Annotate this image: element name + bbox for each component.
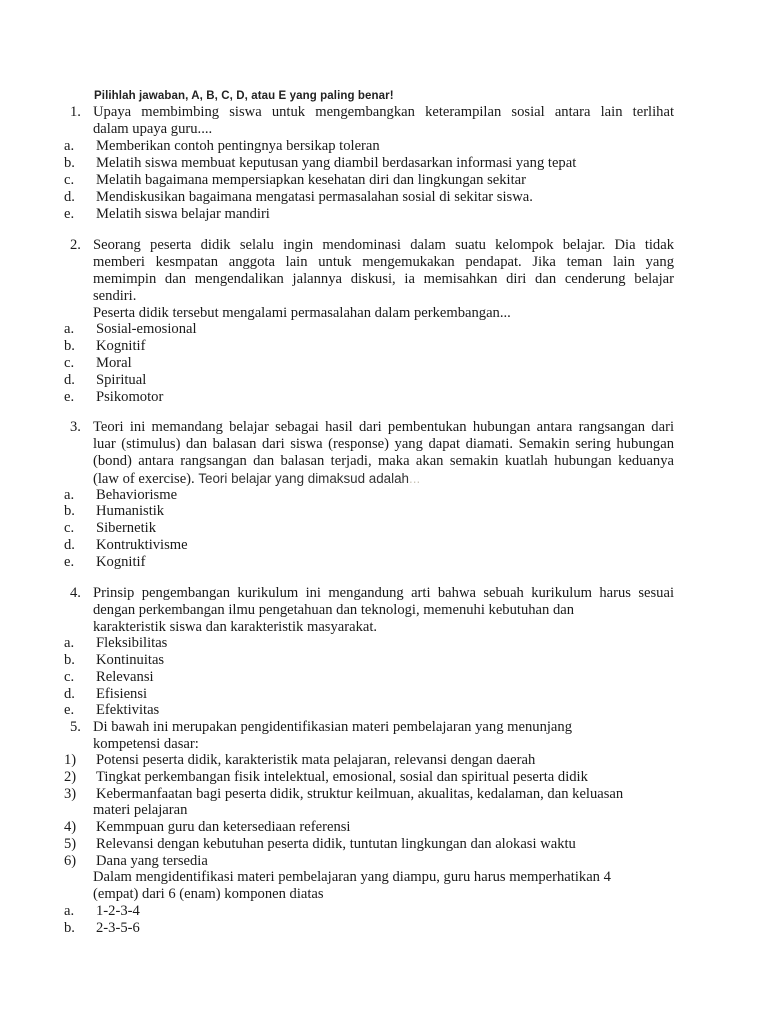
question-text-last-line: [93, 470, 420, 488]
option-letter: c.: [64, 669, 75, 685]
option-text: Mendiskusikan bagaimana mengatasi permasalahan sosial di sekitar siswa.: [96, 189, 533, 205]
question-text: (empat) dari 6 (enam) komponen diatas: [93, 886, 324, 902]
option-text: Fleksibilitas: [96, 635, 168, 651]
item-text: Kemmpuan guru dan ketersediaan referensi: [96, 819, 351, 835]
question-number: 4.: [70, 585, 81, 601]
instruction-heading: Pilihlah jawaban, A, B, C, D, atau E yang paling benar!: [94, 90, 394, 102]
option-letter: b.: [64, 338, 75, 354]
option-letter: b.: [64, 652, 75, 668]
question-number: 1.: [70, 104, 81, 120]
option-letter: e.: [64, 702, 75, 718]
option-text: Moral: [96, 355, 132, 371]
option-letter: d.: [64, 686, 75, 702]
option-text: Psikomotor: [96, 389, 164, 405]
question-text: Peserta didik tersebut mengalami permasalahan dalam perkembangan...: [93, 305, 511, 321]
option-text: 1-2-3-4: [96, 903, 140, 919]
item-number: 6): [64, 853, 77, 869]
option-text: Melatih bagaimana mempersiapkan kesehatan diri dan lingkungan sekitar: [96, 172, 526, 188]
option-text: Kognitif: [96, 338, 146, 354]
option-text: Kontruktivisme: [96, 537, 188, 553]
question-number: 2.: [70, 237, 81, 253]
option-text: Sosial-emosional: [96, 321, 197, 337]
question-text: sendiri.: [93, 288, 137, 304]
item-text: Relevansi dengan kebutuhan peserta didik, tuntutan lingkungan dan alokasi waktu: [96, 836, 576, 852]
option-text: Spiritual: [96, 372, 147, 388]
option-letter: a.: [64, 487, 75, 503]
option-text: Kontinuitas: [96, 652, 165, 668]
option-text: Efektivitas: [96, 702, 160, 718]
ellipsis: ...: [409, 471, 421, 486]
option-letter: d.: [64, 189, 75, 205]
item-text: Dana yang tersedia: [96, 853, 208, 869]
option-text: Behaviorisme: [96, 487, 178, 503]
item-number: 5): [64, 836, 77, 852]
item-text: Tingkat perkembangan fisik intelektual, emosional, sosial dan spiritual peserta didik: [96, 769, 588, 785]
option-letter: b.: [64, 155, 75, 171]
option-letter: a.: [64, 635, 75, 651]
item-text: Potensi peserta didik, karakteristik mata pelajaran, relevansi dengan daerah: [96, 752, 536, 768]
option-letter: a.: [64, 903, 75, 919]
question-text: Upaya membimbing siswa untuk mengembangkan keterampilan sosial antara lain terlihat: [93, 104, 674, 120]
question-text: (bond) antara rangsangan dan balasan terjadi, maka akan semakin kuatlah hubungan keduanya: [93, 453, 674, 469]
option-letter: a.: [64, 321, 75, 337]
item-number: 2): [64, 769, 77, 785]
option-text: Melatih siswa belajar mandiri: [96, 206, 270, 222]
item-text: Kebermanfaatan bagi peserta didik, struktur keilmuan, akualitas, kedalaman, dan keluasan: [96, 786, 624, 802]
option-letter: c.: [64, 520, 75, 536]
question-text: Di bawah ini merupakan pengidentifikasian materi pembelajaran yang menunjang: [93, 719, 572, 735]
question-text: dalam upaya guru....: [93, 121, 213, 137]
option-letter: c.: [64, 172, 75, 188]
option-text: Melatih siswa membuat keputusan yang diambil berdasarkan informasi yang tepat: [96, 155, 577, 171]
item-text-continued: materi pelajaran: [93, 802, 188, 818]
option-letter: e.: [64, 554, 75, 570]
option-text: Efisiensi: [96, 686, 148, 702]
question-prompt: Teori belajar yang dimaksud adalah: [198, 471, 410, 486]
question-text: Prinsip pengembangan kurikulum ini mengandung arti bahwa sebuah kurikulum harus sesuai: [93, 585, 674, 601]
question-text: memimpin dan mengendalikan jalannya diskusi, ia memisahkan diri dan cenderung belajar: [93, 271, 674, 287]
option-text: Kognitif: [96, 554, 146, 570]
question-text: Seorang peserta didik selalu ingin mendominasi dalam suatu kelompok belajar. Dia tidak: [93, 237, 674, 253]
question-text: (law of exercise).: [93, 471, 199, 487]
question-text: Teori ini memandang belajar sebagai hasil dari pembentukan hubungan antara rangsangan dari: [93, 419, 674, 435]
question-number: 5.: [70, 719, 81, 735]
option-letter: d.: [64, 372, 75, 388]
item-number: 4): [64, 819, 77, 835]
question-number: 3.: [70, 419, 81, 435]
option-text: Memberikan contoh pentingnya bersikap toleran: [96, 138, 380, 154]
option-letter: a.: [64, 138, 75, 154]
option-letter: c.: [64, 355, 75, 371]
option-letter: e.: [64, 206, 75, 222]
option-text: Sibernetik: [96, 520, 156, 536]
question-text: karakteristik siswa dan karakteristik masyarakat.: [93, 619, 378, 635]
option-letter: b.: [64, 503, 75, 519]
question-text: Dalam mengidentifikasi materi pembelajaran yang diampu, guru harus memperhatikan 4: [93, 869, 611, 885]
question-text: memberi kesmpatan anggota lain untuk mengemukakan pendapat. Jika teman lain yang: [93, 254, 674, 270]
item-number: 3): [64, 786, 77, 802]
question-text: dengan perkembangan ilmu pengetahuan dan teknologi, memenuhi kebutuhan dan: [93, 602, 575, 618]
option-letter: e.: [64, 389, 75, 405]
question-text: luar (stimulus) dan balasan dari siswa (response) yang dapat diamati. Semakin sering hubungan: [93, 436, 674, 452]
option-letter: d.: [64, 537, 75, 553]
item-number: 1): [64, 752, 77, 768]
option-letter: b.: [64, 920, 75, 936]
option-text: Relevansi: [96, 669, 154, 685]
option-text: Humanistik: [96, 503, 165, 519]
option-text: 2-3-5-6: [96, 920, 140, 936]
question-text: kompetensi dasar:: [93, 736, 199, 752]
